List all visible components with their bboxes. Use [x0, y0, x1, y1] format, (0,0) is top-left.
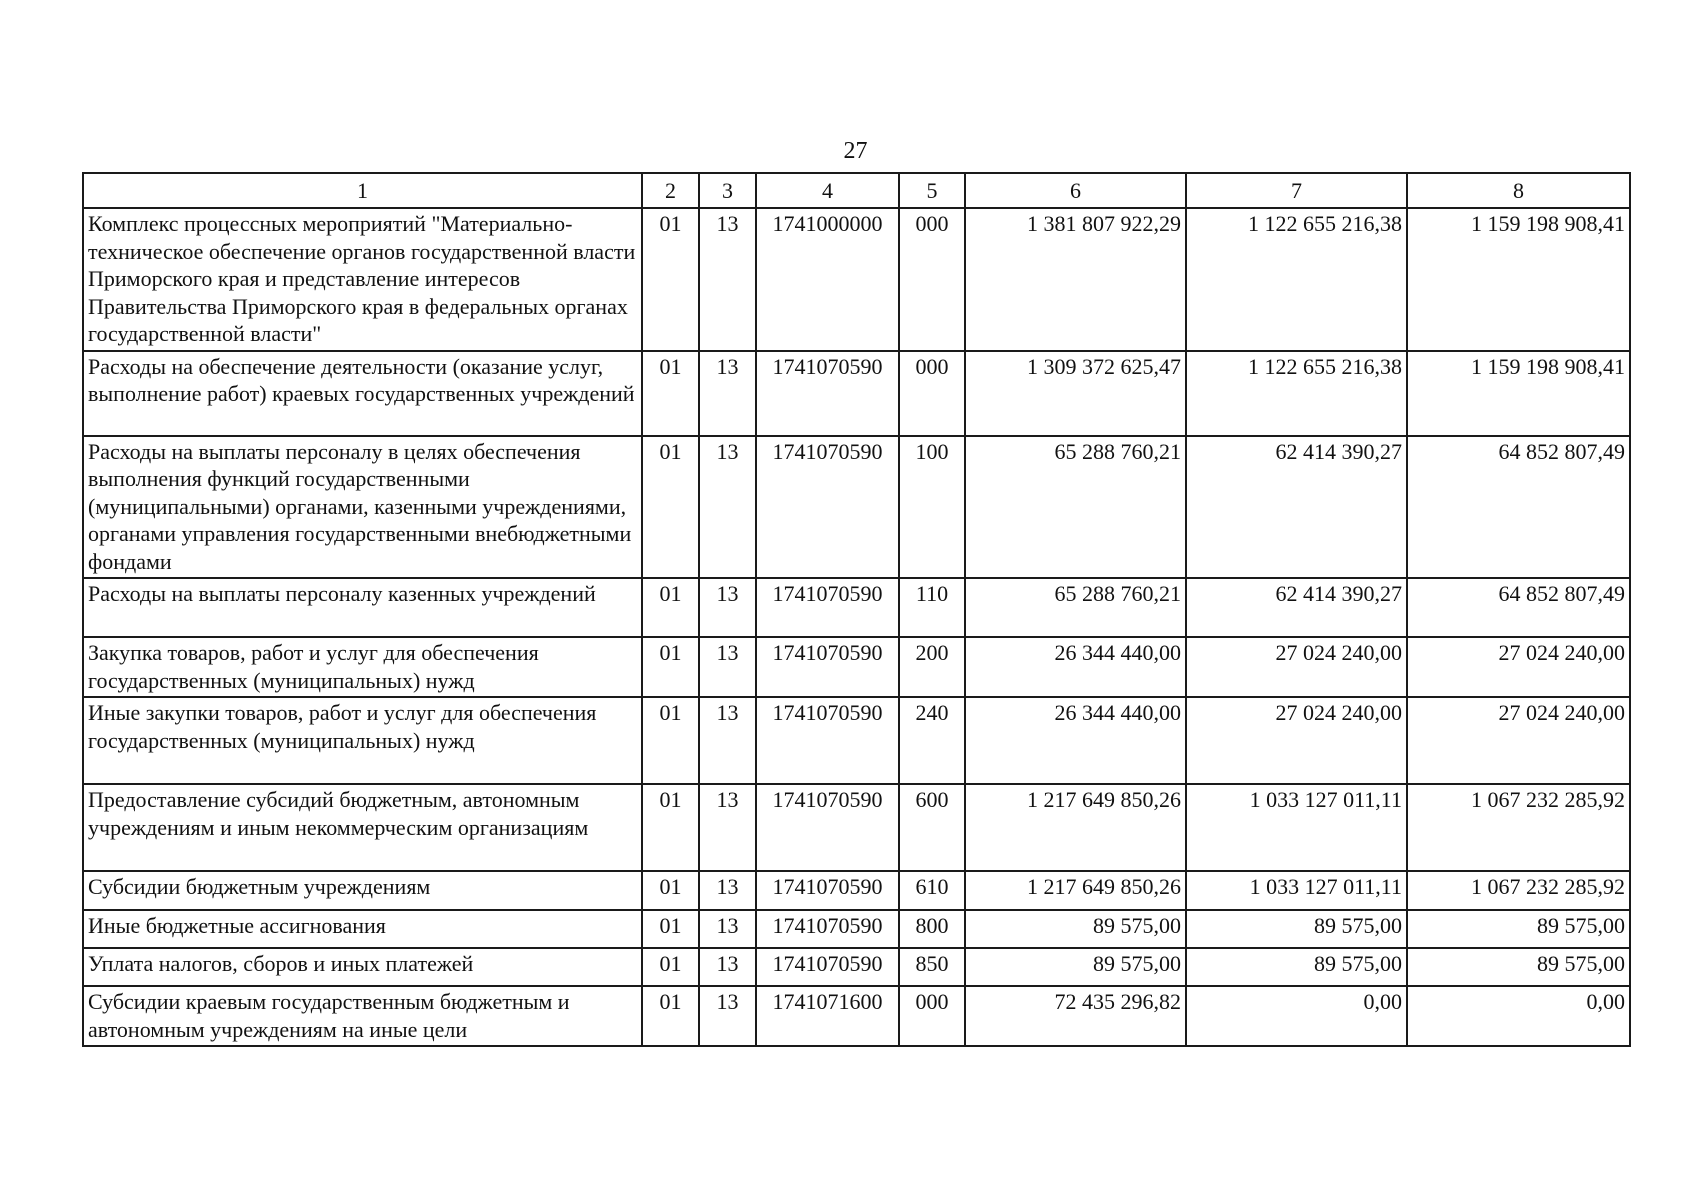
row-name: Субсидии краевым государственным бюджетным и автономным учреждениям на иные цели: [83, 986, 642, 1046]
row-section: 01: [642, 208, 699, 351]
row-expense-type: 110: [899, 578, 965, 637]
table-row: [83, 784, 1630, 871]
row-amount-col-7: 1 122 655 216,38: [1186, 208, 1407, 351]
table-row: [83, 637, 1630, 697]
header-col-1: 1: [83, 173, 642, 208]
row-amount-col-7: 62 414 390,27: [1186, 578, 1407, 637]
row-section: 01: [642, 697, 699, 784]
row-amount-col-7: 89 575,00: [1186, 910, 1407, 948]
row-section: 01: [642, 351, 699, 436]
row-amount-col-6: 26 344 440,00: [965, 697, 1186, 784]
row-name: Расходы на обеспечение деятельности (оказание услуг, выполнение работ) краевых государственных учреждений: [83, 351, 642, 436]
row-name: Субсидии бюджетным учреждениям: [83, 871, 642, 910]
row-subsection: 13: [699, 871, 756, 910]
row-amount-col-6: 1 217 649 850,26: [965, 871, 1186, 910]
row-name: Комплекс процессных мероприятий "Материально-техническое обеспечение органов государственной власти Приморского края и представление интересов Правительства Приморского края в федеральных органах государственной власти": [83, 208, 642, 351]
row-amount-col-8: 64 852 807,49: [1407, 436, 1630, 579]
row-amount-col-7: 1 033 127 011,11: [1186, 871, 1407, 910]
table-row: [83, 697, 1630, 784]
row-section: 01: [642, 578, 699, 637]
row-target-article: 1741070590: [756, 871, 899, 910]
row-amount-col-6: 89 575,00: [965, 948, 1186, 986]
header-row: [83, 173, 1630, 208]
row-subsection: 13: [699, 351, 756, 436]
row-section: 01: [642, 986, 699, 1046]
header-col-6: 6: [965, 173, 1186, 208]
row-amount-col-7: 27 024 240,00: [1186, 697, 1407, 784]
row-amount-col-8: 1 159 198 908,41: [1407, 351, 1630, 436]
table-row: [83, 910, 1630, 948]
row-target-article: 1741070590: [756, 578, 899, 637]
table-row: [83, 578, 1630, 637]
row-section: 01: [642, 784, 699, 871]
table-row: [83, 948, 1630, 986]
row-amount-col-6: 65 288 760,21: [965, 578, 1186, 637]
row-expense-type: 800: [899, 910, 965, 948]
row-target-article: 1741071600: [756, 986, 899, 1046]
row-expense-type: 610: [899, 871, 965, 910]
row-target-article: 1741070590: [756, 351, 899, 436]
row-amount-col-7: 62 414 390,27: [1186, 436, 1407, 579]
header-col-2: 2: [642, 173, 699, 208]
header-col-7: 7: [1186, 173, 1407, 208]
table-row: [83, 871, 1630, 910]
header-col-8: 8: [1407, 173, 1630, 208]
row-section: 01: [642, 871, 699, 910]
row-target-article: 1741070590: [756, 784, 899, 871]
page-number: 27: [843, 138, 868, 164]
row-expense-type: 000: [899, 351, 965, 436]
header-col-5: 5: [899, 173, 965, 208]
row-section: 01: [642, 948, 699, 986]
row-amount-col-8: 64 852 807,49: [1407, 578, 1630, 637]
row-subsection: 13: [699, 578, 756, 637]
row-target-article: 1741070590: [756, 637, 899, 697]
row-expense-type: 850: [899, 948, 965, 986]
row-amount-col-6: 1 381 807 922,29: [965, 208, 1186, 351]
row-name: Иные закупки товаров, работ и услуг для обеспечения государственных (муниципальных) нужд: [83, 697, 642, 784]
row-subsection: 13: [699, 948, 756, 986]
row-amount-col-8: 1 067 232 285,92: [1407, 784, 1630, 871]
row-expense-type: 000: [899, 986, 965, 1046]
row-expense-type: 600: [899, 784, 965, 871]
row-amount-col-8: 0,00: [1407, 986, 1630, 1046]
row-expense-type: 200: [899, 637, 965, 697]
row-amount-col-6: 72 435 296,82: [965, 986, 1186, 1046]
row-amount-col-6: 26 344 440,00: [965, 637, 1186, 697]
table-row: [83, 986, 1630, 1046]
row-target-article: 1741070590: [756, 697, 899, 784]
row-target-article: 1741070590: [756, 436, 899, 579]
row-section: 01: [642, 436, 699, 579]
row-amount-col-8: 27 024 240,00: [1407, 637, 1630, 697]
row-subsection: 13: [699, 436, 756, 579]
row-target-article: 1741070590: [756, 948, 899, 986]
row-subsection: 13: [699, 208, 756, 351]
row-name: Расходы на выплаты персоналу казенных учреждений: [83, 578, 642, 637]
row-amount-col-8: 1 159 198 908,41: [1407, 208, 1630, 351]
row-amount-col-6: 1 217 649 850,26: [965, 784, 1186, 871]
row-amount-col-7: 89 575,00: [1186, 948, 1407, 986]
row-subsection: 13: [699, 784, 756, 871]
row-target-article: 1741070590: [756, 910, 899, 948]
row-name: Закупка товаров, работ и услуг для обеспечения государственных (муниципальных) нужд: [83, 637, 642, 697]
row-amount-col-8: 27 024 240,00: [1407, 697, 1630, 784]
row-amount-col-7: 27 024 240,00: [1186, 637, 1407, 697]
row-amount-col-8: 89 575,00: [1407, 910, 1630, 948]
table-row: [83, 208, 1630, 351]
row-amount-col-8: 1 067 232 285,92: [1407, 871, 1630, 910]
row-amount-col-7: 1 033 127 011,11: [1186, 784, 1407, 871]
row-subsection: 13: [699, 637, 756, 697]
row-subsection: 13: [699, 697, 756, 784]
row-amount-col-7: 1 122 655 216,38: [1186, 351, 1407, 436]
row-subsection: 13: [699, 986, 756, 1046]
row-section: 01: [642, 637, 699, 697]
row-amount-col-6: 1 309 372 625,47: [965, 351, 1186, 436]
row-expense-type: 100: [899, 436, 965, 579]
row-amount-col-6: 89 575,00: [965, 910, 1186, 948]
row-expense-type: 240: [899, 697, 965, 784]
row-name: Иные бюджетные ассигнования: [83, 910, 642, 948]
row-amount-col-8: 89 575,00: [1407, 948, 1630, 986]
row-subsection: 13: [699, 910, 756, 948]
budget-table: [82, 172, 1631, 1047]
row-name: Расходы на выплаты персоналу в целях обеспечения выполнения функций государственными (муниципальными) органами, казенными учреждениями, органами управления государственными внебюджетными фондами: [83, 436, 642, 579]
table-row: [83, 351, 1630, 436]
row-amount-col-6: 65 288 760,21: [965, 436, 1186, 579]
header-col-3: 3: [699, 173, 756, 208]
table-row: [83, 436, 1630, 579]
row-expense-type: 000: [899, 208, 965, 351]
row-target-article: 1741000000: [756, 208, 899, 351]
row-section: 01: [642, 910, 699, 948]
row-name: Предоставление субсидий бюджетным, автономным учреждениям и иным некоммерческим организациям: [83, 784, 642, 871]
row-amount-col-7: 0,00: [1186, 986, 1407, 1046]
header-col-4: 4: [756, 173, 899, 208]
row-name: Уплата налогов, сборов и иных платежей: [83, 948, 642, 986]
